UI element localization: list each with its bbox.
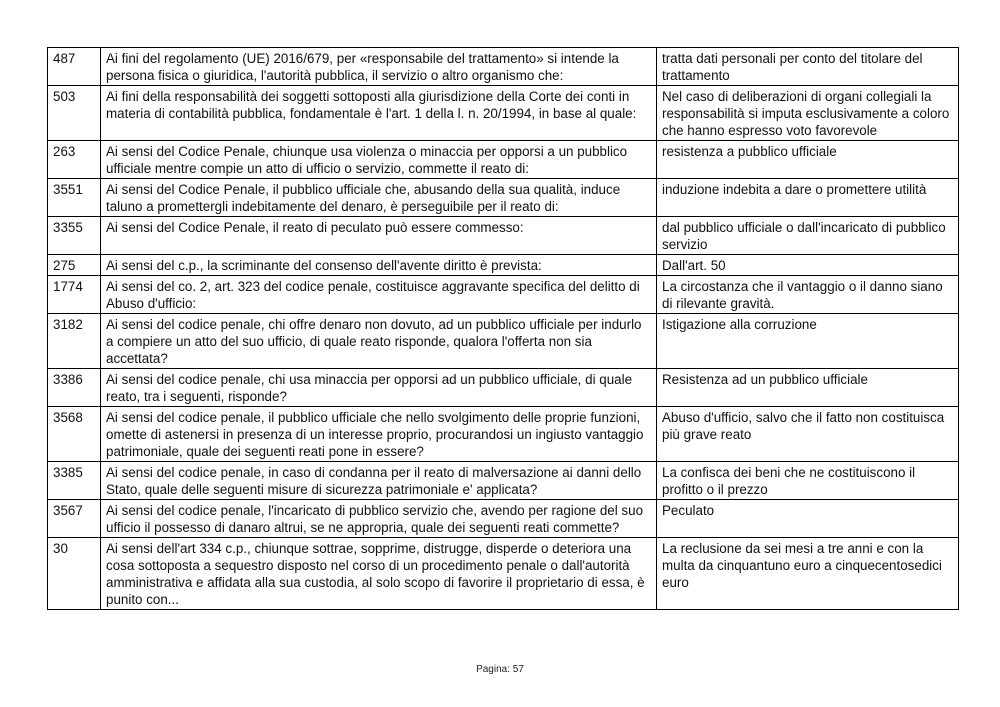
question-text-cell: Ai sensi del codice penale, chi offre denaro non dovuto, ad un pubblico ufficiale per indurlo a compiere un atto del suo ufficio, di quale reato risponde, qualora l'offerta non sia accettata? <box>101 314 657 369</box>
table-row <box>48 407 959 462</box>
answer-text-cell: La circostanza che il vantaggio o il danno siano di rilevante gravità. <box>657 276 959 314</box>
table-row <box>48 255 959 276</box>
answer-text-cell: La confisca dei beni che ne costituiscono il profitto o il prezzo <box>657 462 959 500</box>
question-text-cell: Ai sensi del codice penale, l'incaricato di pubblico servizio che, avendo per ragione del suo ufficio il possesso di danaro altrui, se ne appropria, quale dei seguenti reati commette? <box>101 500 657 538</box>
answer-text-cell: tratta dati personali per conto del titolare del trattamento <box>657 48 959 86</box>
question-id-cell: 503 <box>48 86 101 141</box>
question-text-cell: Ai sensi del codice penale, il pubblico ufficiale che nello svolgimento delle proprie funzioni, omette di astenersi in presenza di un interesse proprio, procurandosi un ingiusto vantaggio patrimoniale, quale dei seguenti reati pone in essere? <box>101 407 657 462</box>
answer-text-cell: Peculato <box>657 500 959 538</box>
answer-text-cell: Dall'art. 50 <box>657 255 959 276</box>
question-text-cell: Ai sensi del Codice Penale, il reato di peculato può essere commesso: <box>101 217 657 255</box>
question-id-cell: 275 <box>48 255 101 276</box>
table-row <box>48 462 959 500</box>
table-row <box>48 86 959 141</box>
answer-text-cell: Resistenza ad un pubblico ufficiale <box>657 369 959 407</box>
table-row <box>48 276 959 314</box>
question-text-cell: Ai sensi del codice penale, chi usa minaccia per opporsi ad un pubblico ufficiale, di quale reato, tra i seguenti, risponde? <box>101 369 657 407</box>
question-text-cell: Ai sensi dell'art 334 c.p., chiunque sottrae, sopprime, distrugge, disperde o deteriora una cosa sottoposta a sequestro disposto nel corso di un procedimento penale o dall'autorità amministrativa e affidata alla sua custodia, al solo scopo di favorire il proprietario di essa, è punito con... <box>101 538 657 610</box>
question-text-cell: Ai sensi del Codice Penale, il pubblico ufficiale che, abusando della sua qualità, induce taluno a promettergli indebitamente del denaro, è perseguibile per il reato di: <box>101 179 657 217</box>
table-row <box>48 217 959 255</box>
answer-text-cell: La reclusione da sei mesi a tre anni e con la multa da cinquantuno euro a cinquecentosedici euro <box>657 538 959 610</box>
table-row <box>48 369 959 407</box>
table-row <box>48 48 959 86</box>
question-id-cell: 263 <box>48 141 101 179</box>
table-body <box>48 48 959 610</box>
table-row <box>48 141 959 179</box>
table-row <box>48 179 959 217</box>
page-footer: Pagina: 57 <box>476 664 524 675</box>
question-text-cell: Ai fini del regolamento (UE) 2016/679, per «responsabile del trattamento» si intende la persona fisica o giuridica, l'autorità pubblica, il servizio o altro organismo che: <box>101 48 657 86</box>
question-id-cell: 3568 <box>48 407 101 462</box>
table-row <box>48 538 959 610</box>
question-id-cell: 3567 <box>48 500 101 538</box>
question-id-cell: 30 <box>48 538 101 610</box>
question-id-cell: 3355 <box>48 217 101 255</box>
question-id-cell: 3551 <box>48 179 101 217</box>
answer-text-cell: induzione indebita a dare o promettere utilità <box>657 179 959 217</box>
question-text-cell: Ai sensi del codice penale, in caso di condanna per il reato di malversazione ai danni dello Stato, quale delle seguenti misure di sicurezza patrimoniale e' applicata? <box>101 462 657 500</box>
question-text-cell: Ai sensi del co. 2, art. 323 del codice penale, costituisce aggravante specifica del delitto di Abuso d'ufficio: <box>101 276 657 314</box>
question-id-cell: 1774 <box>48 276 101 314</box>
answer-text-cell: dal pubblico ufficiale o dall'incaricato di pubblico servizio <box>657 217 959 255</box>
answer-text-cell: Nel caso di deliberazioni di organi collegiali la responsabilità si imputa esclusivamente a coloro che hanno espresso voto favorevole <box>657 86 959 141</box>
answer-text-cell: resistenza a pubblico ufficiale <box>657 141 959 179</box>
question-text-cell: Ai fini della responsabilità dei soggetti sottoposti alla giurisdizione della Corte dei conti in materia di contabilità pubblica, fondamentale è l'art. 1 della l. n. 20/1994, in base al quale: <box>101 86 657 141</box>
question-answer-table <box>47 47 959 610</box>
table-row <box>48 314 959 369</box>
question-id-cell: 3182 <box>48 314 101 369</box>
answer-text-cell: Istigazione alla corruzione <box>657 314 959 369</box>
question-text-cell: Ai sensi del c.p., la scriminante del consenso dell'avente diritto è prevista: <box>101 255 657 276</box>
question-id-cell: 3385 <box>48 462 101 500</box>
table-row <box>48 500 959 538</box>
question-id-cell: 487 <box>48 48 101 86</box>
answer-text-cell: Abuso d'ufficio, salvo che il fatto non costituisca più grave reato <box>657 407 959 462</box>
question-id-cell: 3386 <box>48 369 101 407</box>
question-text-cell: Ai sensi del Codice Penale, chiunque usa violenza o minaccia per opporsi a un pubblico ufficiale mentre compie un atto di ufficio o servizio, commette il reato di: <box>101 141 657 179</box>
